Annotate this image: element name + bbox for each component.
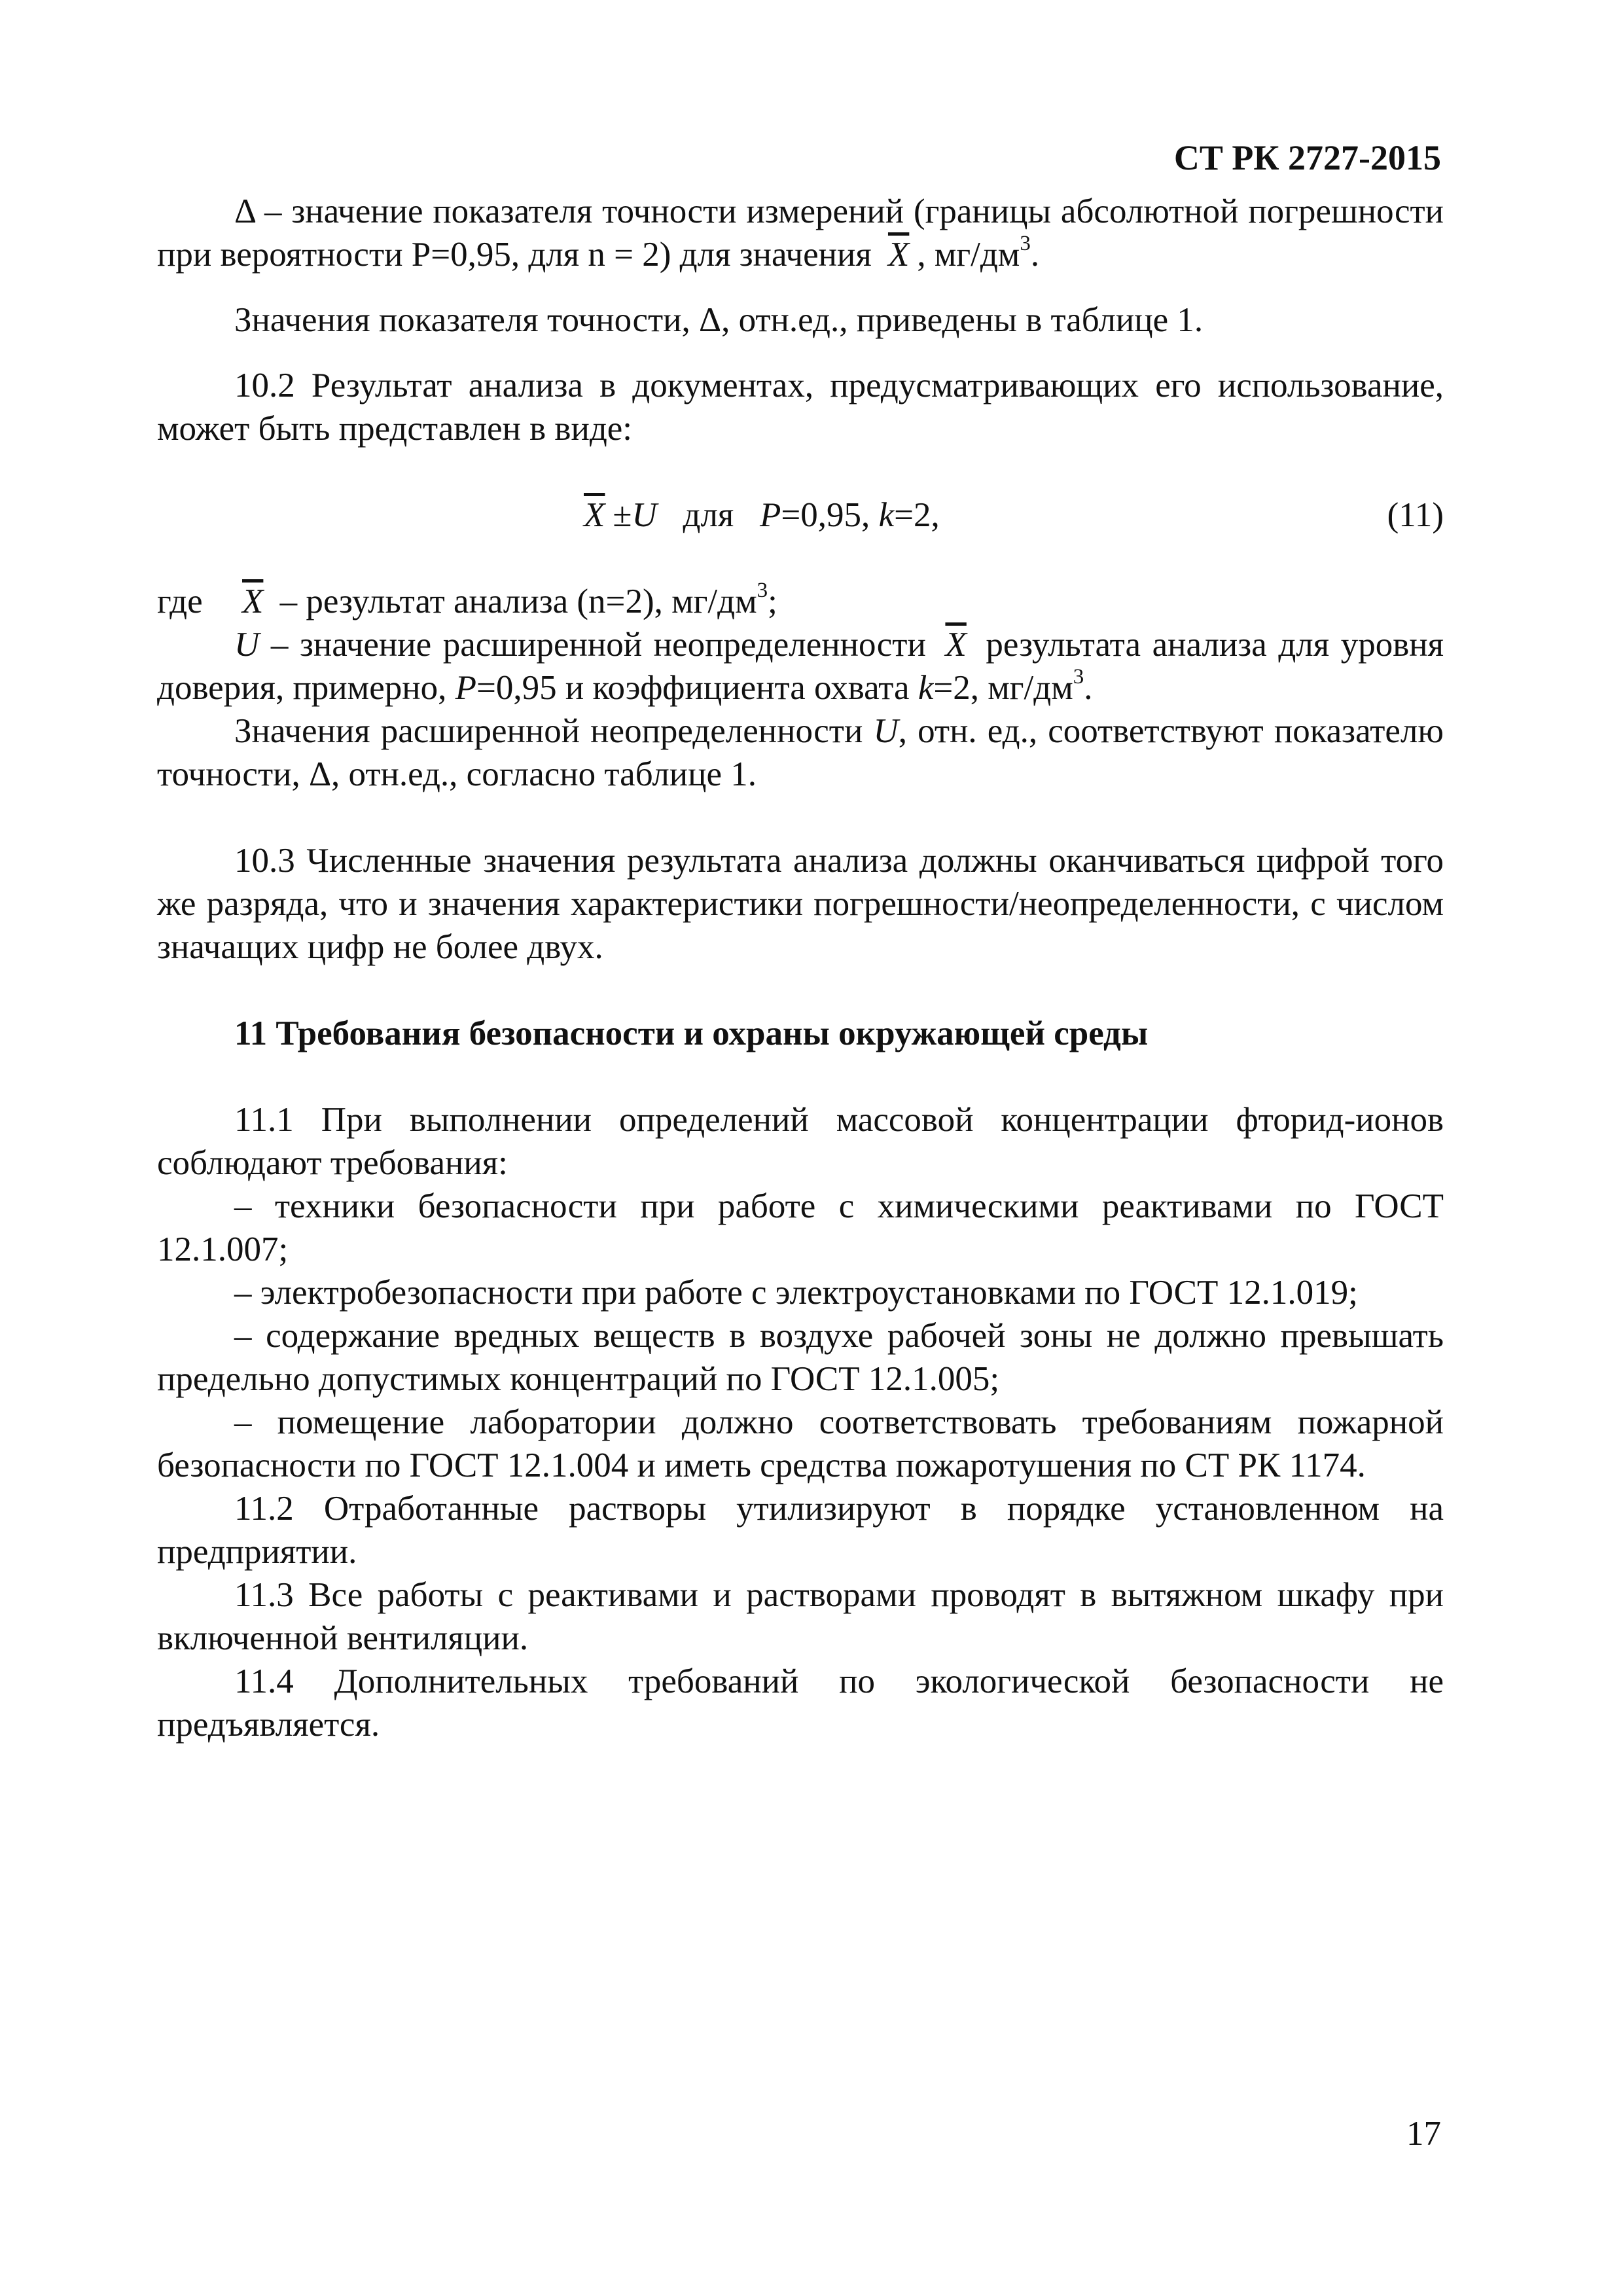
u-definition-k: k [918, 669, 934, 707]
formula-x-mean: $\overline{X}$ [584, 496, 605, 534]
paragraph-11-4: 11.4 Дополнительных требований по экологической безопасности не предъявляется. [157, 1662, 1444, 1744]
unit-text: , мг/дм [917, 236, 1020, 274]
formula-11 [157, 493, 1444, 537]
formula-k: k [878, 496, 895, 534]
formula-for-word: для [683, 496, 734, 534]
accuracy-values-paragraph: Значения показателя точности, Δ, отн.ед., приведены в таблице 1. [234, 301, 1204, 339]
page-number: 17 [1406, 2115, 1441, 2153]
formula-u: U [632, 496, 657, 534]
u-correspondence-text-2: , отн. ед., соответствуют показателю точности, Δ, отн.ед., согласно таблице 1. [157, 712, 1444, 793]
where-x-definition [157, 580, 1444, 623]
paragraph-10-2: 10.2 Результат анализа в документах, предусматривающих его использование, может быть представлен в виде: [157, 367, 1444, 448]
formula-expression [576, 493, 940, 537]
list-item: – содержание вредных веществ в воздухе рабочей зоны не должно превышать предельно допустимых концентраций по ГОСТ 12.1.005; [157, 1317, 1444, 1398]
u-correspondence-symbol: U [873, 712, 899, 750]
x-mean-symbol: $\overline{X}$ [887, 236, 910, 274]
u-symbol: U [234, 626, 260, 664]
list-item: – техники безопасности при работе с химическими реактивами по ГОСТ 12.1.007; [157, 1187, 1444, 1268]
sentence-end: . [1030, 236, 1040, 274]
formula-k-value: =2, [894, 496, 940, 534]
list-item: – помещение лаборатории должно соответствовать требованиям пожарной безопасности по ГОСТ 12.1.004 и иметь средства пожаротушения по СТ РК 1174. [157, 1403, 1444, 1484]
u-definition-superscript: 3 [1073, 665, 1084, 689]
paragraph-11-3: 11.3 Все работы с реактивами и растворами проводят в вытяжном шкафу при включенной вентиляции. [157, 1576, 1444, 1657]
u-definition-p: P [455, 669, 476, 707]
u-correspondence [157, 709, 1444, 796]
formula-plus-minus: ± [613, 496, 632, 534]
where-x-mean: $\overline{X}$ [242, 583, 264, 620]
standard-code-header: СТ РК 2727-2015 [1173, 138, 1441, 177]
u-correspondence-text-1: Значения расширенной неопределенности [234, 712, 863, 750]
u-definition-text-2: результата анализа для уровня доверия, примерно, [157, 626, 1444, 707]
page-content [157, 190, 1444, 1746]
formula-number: (11) [1387, 496, 1444, 534]
where-end: ; [768, 583, 777, 620]
formula-p: P [760, 496, 781, 534]
u-definition-x-mean: $\overline{X}$ [945, 626, 967, 664]
u-definition-text-4: =2, мг/дм [933, 669, 1073, 707]
where-label: где [157, 583, 203, 620]
paragraph-11-1: 11.1 При выполнении определений массовой концентрации фторид-ионов соблюдают требования: [157, 1101, 1444, 1182]
section-11-title: 11 Требования безопасности и охраны окружающей среды [234, 1014, 1149, 1052]
u-definition-text-1: – значение расширенной неопределенности [270, 626, 926, 664]
u-definition-end: . [1084, 669, 1093, 707]
formula-p-value: =0,95, [781, 496, 879, 534]
where-x-text: – результат анализа (n=2), мг/дм [279, 583, 757, 620]
unit-superscript: 3 [1020, 232, 1031, 255]
paragraph-11-2: 11.2 Отработанные растворы утилизируют в порядке установленном на предприятии. [157, 1490, 1444, 1571]
where-superscript: 3 [757, 579, 768, 602]
delta-definition-text: Δ – значение показателя точности измерений (границы абсолютной погрешности при вероятности Р=0,95, для n = 2) для значения [157, 192, 1444, 274]
u-definition [157, 623, 1444, 709]
u-definition-text-3: =0,95 и коэффициента охвата [476, 669, 910, 707]
list-item: – электробезопасности при работе с электроустановками по ГОСТ 12.1.019; [234, 1274, 1358, 1312]
paragraph-10-3: 10.3 Численные значения результата анализа должны оканчиваться цифрой того же разряда, что и значения характеристики погрешности/неопределенности, с числом значащих цифр не более двух. [157, 842, 1444, 966]
delta-definition [157, 190, 1444, 276]
